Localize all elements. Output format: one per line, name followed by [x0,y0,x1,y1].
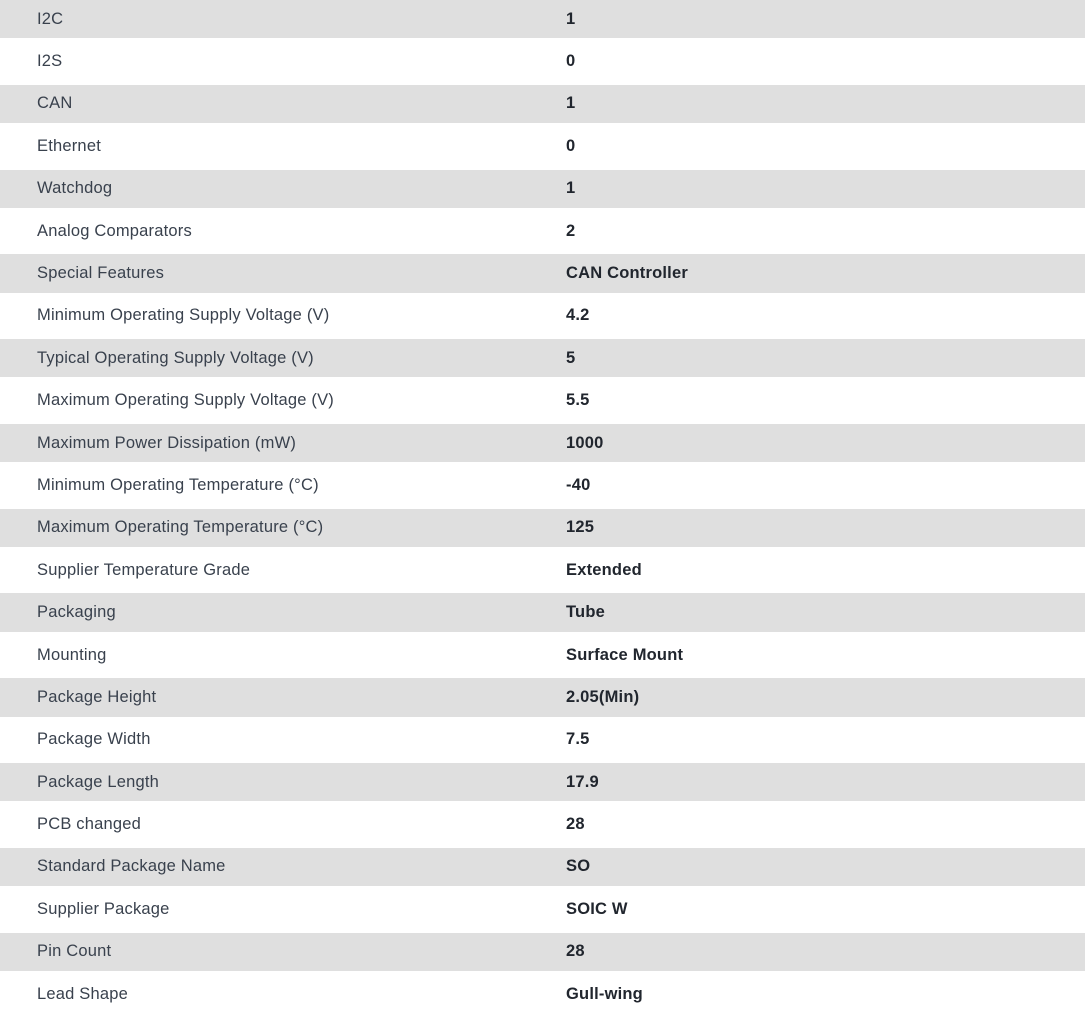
spec-row [0,721,1085,759]
spec-label: Special Features [37,263,165,282]
spec-value: 125 [566,518,595,537]
spec-label: Package Width [37,730,151,749]
spec-row [0,297,1085,335]
spec-label: CAN [37,94,73,113]
spec-value: CAN Controller [566,263,688,282]
spec-value: Extended [566,560,642,579]
spec-label: Package Height [37,687,157,706]
spec-value: 17.9 [566,772,599,791]
spec-row [0,170,1085,208]
spec-value: 28 [566,815,585,834]
spec-label: I2S [37,52,63,71]
spec-value: SOIC W [566,899,628,918]
spec-label: PCB changed [37,815,142,834]
spec-label: Mounting [37,645,107,664]
spec-label: Supplier Package [37,899,170,918]
spec-row [0,593,1085,631]
spec-value: 28 [566,942,585,961]
spec-label: Minimum Operating Temperature (°C) [37,475,319,494]
spec-row [0,339,1085,377]
spec-row [0,678,1085,716]
spec-label: Watchdog [37,179,113,198]
spec-row [0,933,1085,971]
spec-label: Package Length [37,772,160,791]
spec-value: 0 [566,52,576,71]
spec-row [0,127,1085,165]
spec-row [0,254,1085,292]
spec-value: SO [566,857,591,876]
spec-value: 1 [566,94,576,113]
spec-label: Supplier Temperature Grade [37,560,251,579]
spec-row [0,805,1085,843]
spec-row [0,975,1085,1013]
spec-row [0,466,1085,504]
spec-value: 0 [566,136,576,155]
spec-value: 1000 [566,433,604,452]
spec-value: 2.05(Min) [566,687,640,706]
spec-label: Pin Count [37,942,112,961]
spec-value: 5.5 [566,391,590,410]
spec-label: Maximum Operating Supply Voltage (V) [37,391,334,410]
spec-value: Tube [566,603,605,622]
spec-value: 2 [566,221,576,240]
spec-row [0,85,1085,123]
spec-value: Surface Mount [566,645,684,664]
spec-label: Ethernet [37,136,101,155]
spec-value: 4.2 [566,306,590,325]
spec-label: Analog Comparators [37,221,192,240]
spec-value: 1 [566,9,576,28]
spec-value: Gull-wing [566,984,643,1003]
spec-label: Standard Package Name [37,857,226,876]
spec-row [0,509,1085,547]
spec-label: Packaging [37,603,116,622]
spec-row [0,763,1085,801]
spec-row [0,551,1085,589]
spec-label: Minimum Operating Supply Voltage (V) [37,306,330,325]
spec-label: Typical Operating Supply Voltage (V) [37,348,314,367]
spec-row [0,382,1085,420]
spec-row [0,42,1085,80]
spec-row [0,0,1085,38]
spec-value: 7.5 [566,730,590,749]
spec-label: Lead Shape [37,984,129,1003]
spec-row [0,848,1085,886]
spec-row [0,212,1085,250]
spec-row [0,636,1085,674]
spec-value: -40 [566,475,591,494]
spec-row [0,890,1085,928]
spec-value: 1 [566,179,576,198]
spec-label: I2C [37,9,64,28]
spec-row [0,424,1085,462]
spec-value: 5 [566,348,576,367]
spec-label: Maximum Operating Temperature (°C) [37,518,324,537]
spec-label: Maximum Power Dissipation (mW) [37,433,297,452]
